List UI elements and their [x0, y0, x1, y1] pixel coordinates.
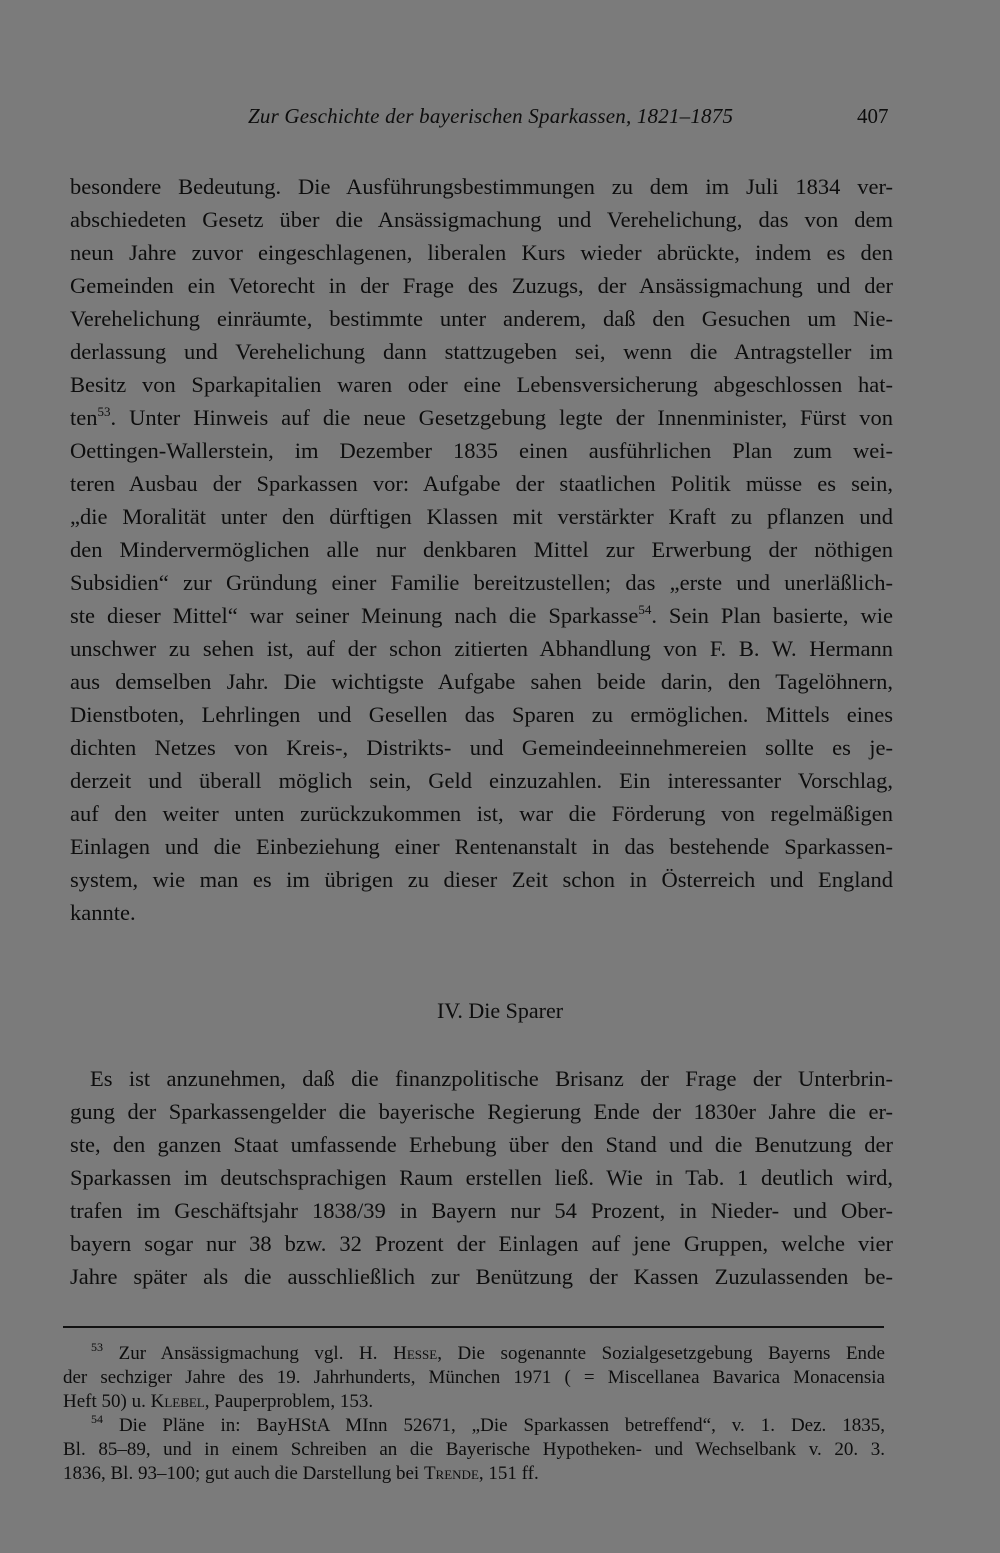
running-title: Zur Geschichte der bayerischen Sparkassen, 1821–1875	[248, 104, 734, 128]
footnote-ref-54: 54	[638, 602, 652, 617]
text-line: dichten Netzes von Kreis-, Distrikts- und Gemeindeeinnehmereien sollte es je-	[70, 735, 893, 760]
footnote-divider	[63, 1326, 884, 1328]
text-line: den Mindervermöglichen alle nur denkbaren Mittel zur Erwerbung der nöthigen	[70, 537, 893, 562]
text-line	[70, 401, 893, 434]
footnote-ref-53: 53	[97, 404, 111, 419]
text-line: kannte.	[70, 900, 136, 925]
text-segment: , Pauperproblem, 153.	[204, 1391, 374, 1412]
footnote-number: 54	[91, 1412, 103, 1426]
footnote-53	[63, 1342, 885, 1414]
footnote-number: 53	[91, 1340, 103, 1354]
text-segment: Die Pläne in: BayHStA MInn 52671, „Die Sparkassen betreffend“, v. 1. Dez. 1835,	[118, 1415, 885, 1436]
text-segment: , Die sogenannte Sozialgesetzgebung Bayerns Ende	[437, 1343, 885, 1364]
text-line: besondere Bedeutung. Die Ausführungsbestimmungen zu dem im Juli 1834 ver-	[70, 174, 893, 199]
footnote-line	[63, 1414, 885, 1438]
footnote-line	[63, 1342, 885, 1366]
text-line: Verehelichung einräumte, bestimmte unter anderem, daß den Gesuchen um Nie-	[70, 306, 893, 331]
footnote-line	[63, 1390, 885, 1414]
author-name: Hesse	[393, 1343, 438, 1364]
text-line: Besitz von Sparkapitalien waren oder eine Lebensversicherung abgeschlossen hat-	[70, 372, 893, 397]
text-segment: Zur Ansässigmachung vgl. H.	[118, 1343, 394, 1364]
text-line	[70, 599, 893, 632]
running-header	[0, 104, 1000, 134]
text-line: unschwer zu sehen ist, auf der schon zitierten Abhandlung von F. B. W. Hermann	[70, 636, 893, 661]
paragraph-continued	[70, 170, 893, 929]
text-line: bayern sogar nur 38 bzw. 32 Prozent der Einlagen auf jene Gruppen, welche vier	[70, 1231, 893, 1256]
text-segment: Heft 50) u.	[63, 1391, 151, 1412]
paragraph-sparer	[70, 1062, 893, 1293]
footnote-line	[63, 1462, 885, 1486]
text-line: gung der Sparkassengelder die bayerische Regierung Ende der 1830er Jahre die er-	[70, 1099, 893, 1124]
text-line: Subsidien“ zur Gründung einer Familie bereitzustellen; das „erste und unerläßlich-	[70, 570, 893, 595]
text-line: Es ist anzunehmen, daß die finanzpolitische Brisanz der Frage der Unterbrin-	[90, 1066, 893, 1091]
text-line: Einlagen und die Einbeziehung einer Rentenanstalt in das bestehende Sparkassen-	[70, 834, 893, 859]
text-segment: , 151 ff.	[478, 1463, 539, 1484]
text-line: derzeit und überall möglich sein, Geld einzuzahlen. Ein interessanter Vorschlag,	[70, 768, 893, 793]
author-name: Trende	[423, 1463, 479, 1484]
text-line: „die Moralität unter den dürftigen Klassen mit verstärkter Kraft zu pflanzen und	[70, 504, 893, 529]
text-segment: . Sein Plan basierte, wie	[651, 603, 893, 628]
text-line: Dienstboten, Lehrlingen und Gesellen das Sparen zu ermöglichen. Mittels eines	[70, 702, 893, 727]
text-line: Jahre später als die ausschließlich zur Benützung der Kassen Zuzulassenden be-	[70, 1264, 893, 1289]
section-heading: IV. Die Sparer	[436, 998, 564, 1023]
text-segment: 1836, Bl. 93–100; gut auch die Darstellung bei	[63, 1463, 424, 1484]
author-name: Klebel	[150, 1391, 205, 1412]
text-line: auf den weiter unten zurückzukommen ist, war die Förderung von regelmäßigen	[70, 801, 893, 826]
text-line: Oettingen-Wallerstein, im Dezember 1835 einen ausführlichen Plan zum wei-	[70, 438, 893, 463]
text-line: derlassung und Verehelichung dann stattzugeben sei, wenn die Antragsteller im	[70, 339, 893, 364]
text-line: ste, den ganzen Staat umfassende Erhebung über den Stand und die Benutzung der	[70, 1132, 893, 1157]
footnote-54	[63, 1414, 885, 1486]
text-segment: . Unter Hinweis auf die neue Gesetzgebung legte der Innenminister, Fürst von	[110, 405, 893, 430]
text-line: aus demselben Jahr. Die wichtigste Aufgabe sahen beide darin, den Tagelöhnern,	[70, 669, 893, 694]
text-segment: ten	[70, 405, 98, 430]
page-number: 407	[857, 104, 889, 128]
text-line: abschiedeten Gesetz über die Ansässigmachung und Verehelichung, das von dem	[70, 207, 893, 232]
text-line: Gemeinden ein Vetorecht in der Frage des Zuzugs, der Ansässigmachung und der	[70, 273, 893, 298]
text-line: Sparkassen im deutschsprachigen Raum erstellen ließ. Wie in Tab. 1 deutlich wird,	[70, 1165, 893, 1190]
text-line: system, wie man es im übrigen zu dieser Zeit schon in Österreich und England	[70, 867, 893, 892]
footnote-line: Bl. 85–89, und in einem Schreiben an die Bayerische Hypotheken- und Wechselbank v. 20. 3.	[63, 1439, 885, 1460]
text-line: neun Jahre zuvor eingeschlagenen, liberalen Kurs wieder abrückte, indem es den	[70, 240, 893, 265]
text-segment: ste dieser Mittel“ war seiner Meinung nach die Sparkasse	[70, 603, 639, 628]
text-line: trafen im Geschäftsjahr 1838/39 in Bayern nur 54 Prozent, in Nieder- und Ober-	[70, 1198, 893, 1223]
footnote-line: der sechziger Jahre des 19. Jahrhunderts, München 1971 ( = Miscellanea Bavarica Monacensia	[63, 1367, 885, 1388]
text-line: teren Ausbau der Sparkassen vor: Aufgabe der staatlichen Politik müsse es sein,	[70, 471, 893, 496]
